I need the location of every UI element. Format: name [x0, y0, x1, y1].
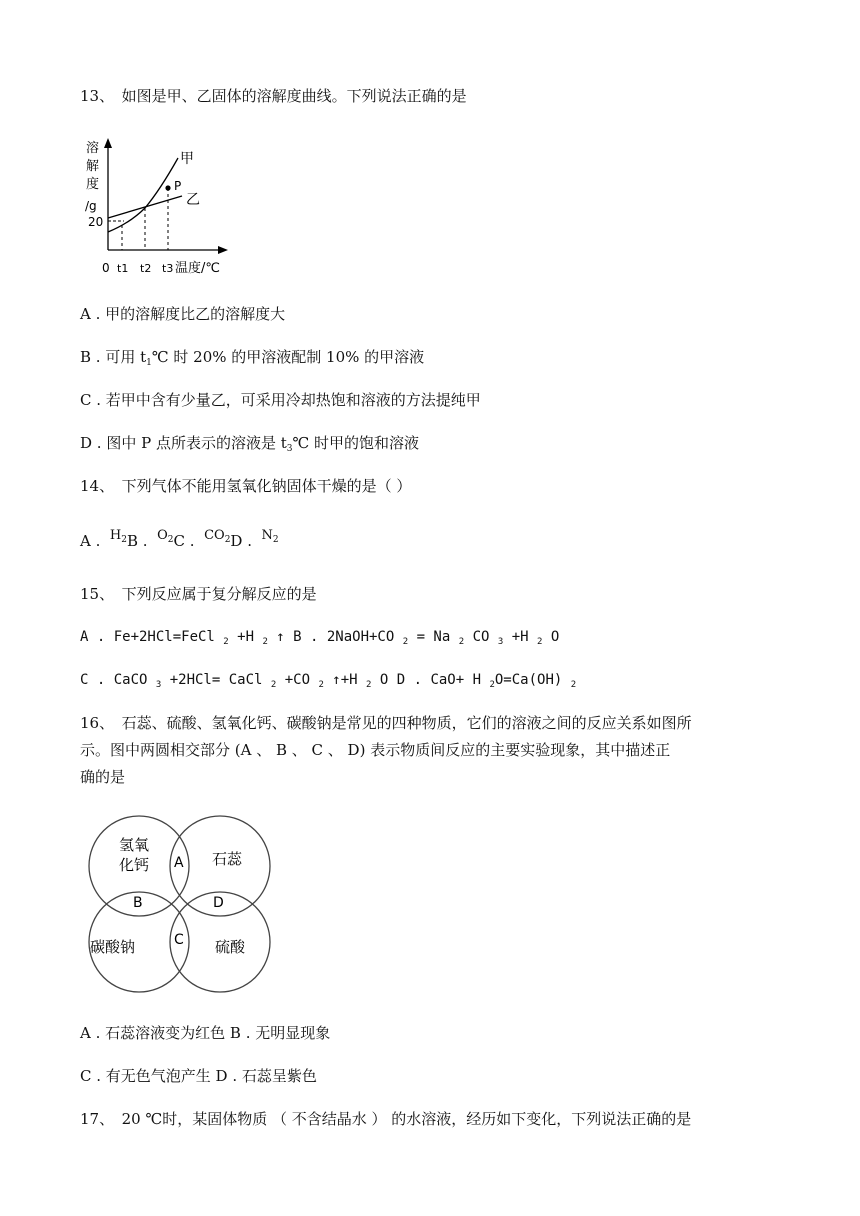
label-p: P [174, 179, 182, 193]
label-calcium-hydroxide-1: 氢氧 [119, 836, 150, 854]
x-tick-t3: t3 [162, 262, 174, 275]
x-origin: 0 [102, 261, 110, 275]
y-label-char-3: 度 [86, 177, 100, 192]
q14-options [80, 530, 279, 558]
q13-option-c: C . 若甲中含有少量乙，可采用冷却热饱和溶液的方法提纯甲 [80, 391, 481, 409]
q13-b-sub: 1 [146, 358, 152, 368]
label-sodium-carbonate: 碳酸钠 [90, 938, 136, 956]
q16-options-cd: C . 有无色气泡产生 D . 石蕊呈紫色 [80, 1067, 317, 1085]
q14-n2: $N_2$ [261, 528, 279, 545]
point-p [165, 185, 170, 190]
label-yi: 乙 [186, 192, 200, 208]
reaction-relation-diagram [85, 812, 280, 1002]
label-d: D [213, 895, 224, 911]
q16-options-ab: A . 石蕊溶液变为红色 B . 无明显现象 [80, 1024, 331, 1042]
q13-option-d [80, 432, 419, 460]
q15-stem: 15、 下列反应属于复分解反应的是 [80, 585, 317, 603]
q14-stem: 14、 下列气体不能用氢氧化钠固体干燥的是（ ） [80, 477, 412, 495]
label-c: C [174, 932, 184, 948]
y-label-char-1: 溶 [86, 141, 100, 156]
x-tick-t2: t2 [140, 262, 152, 275]
q16-stem-line-1: 16、 石蕊、硫酸、氢氧化钙、碳酸钠是常见的四种物质，它们的溶液之间的反应关系如图所 [80, 714, 692, 732]
q15-options-cd: C . CaCO $_3$ +2HCl= CaCl $_2$ +CO $_2$ ↑+H $_2$ O D . CaO+ H $_2$O=Ca(OH) $_2$ [80, 672, 577, 690]
q14-c-label: C . [173, 532, 195, 550]
q13-option-a: A . 甲的溶解度比乙的溶解度大 [80, 305, 286, 323]
q13-b-post: ℃ 时 20% 的甲溶液配制 10% 的甲溶液 [151, 348, 425, 366]
label-jia: 甲 [180, 151, 194, 167]
q16-stem-line-2: 示。图中两圆相交部分 (A 、 B 、 C 、 D) 表示物质间反应的主要实验现象，其中描述正 [80, 741, 671, 759]
q13-d-sub: 3 [286, 444, 293, 454]
label-calcium-hydroxide-2: 化钙 [119, 856, 150, 874]
q13-d-post: ℃ 时甲的饱和溶液 [292, 434, 420, 452]
y-label-char-2: 解 [86, 159, 100, 174]
q14-h2: $H_2$ [109, 528, 127, 545]
y-tick-20: 20 [88, 215, 104, 229]
label-a: A [174, 855, 184, 871]
q13-b-pre: B . 可用 t [80, 348, 147, 366]
q16-stem-line-3: 确的是 [80, 768, 126, 786]
label-b: B [133, 895, 143, 911]
solubility-curve-figure [80, 128, 240, 283]
q13-d-pre: D . 图中 P 点所表示的溶液是 t [80, 434, 287, 452]
q17-stem: 17、 20 ℃时，某固体物质 （ 不含结晶水 ） 的水溶液，经历如下变化，下列说法正确的是 [80, 1110, 692, 1128]
y-label-char-4: /g [85, 199, 97, 213]
q15-options-ab: A . Fe+2HCl=FeCl $_2$ +H $_2$ ↑ B . 2NaOH+CO $_2$ = Na $_2$ CO $_3$ +H $_2$ O [80, 629, 560, 647]
q13-stem: 13、 如图是甲、乙固体的溶解度曲线。下列说法正确的是 [80, 87, 467, 105]
x-axis-label: 温度/℃ [175, 261, 220, 276]
q14-co2: $CO_2$ [204, 528, 231, 545]
q14-a-label: A . [80, 532, 101, 550]
label-sulfuric-acid: 硫酸 [215, 938, 246, 956]
q14-b-label: B . [127, 532, 148, 550]
q13-option-b [80, 346, 424, 374]
x-tick-t1: t1 [117, 262, 129, 275]
label-litmus: 石蕊 [212, 850, 243, 868]
q14-d-label: D . [230, 532, 252, 550]
q14-o2: $O_2$ [157, 528, 174, 545]
